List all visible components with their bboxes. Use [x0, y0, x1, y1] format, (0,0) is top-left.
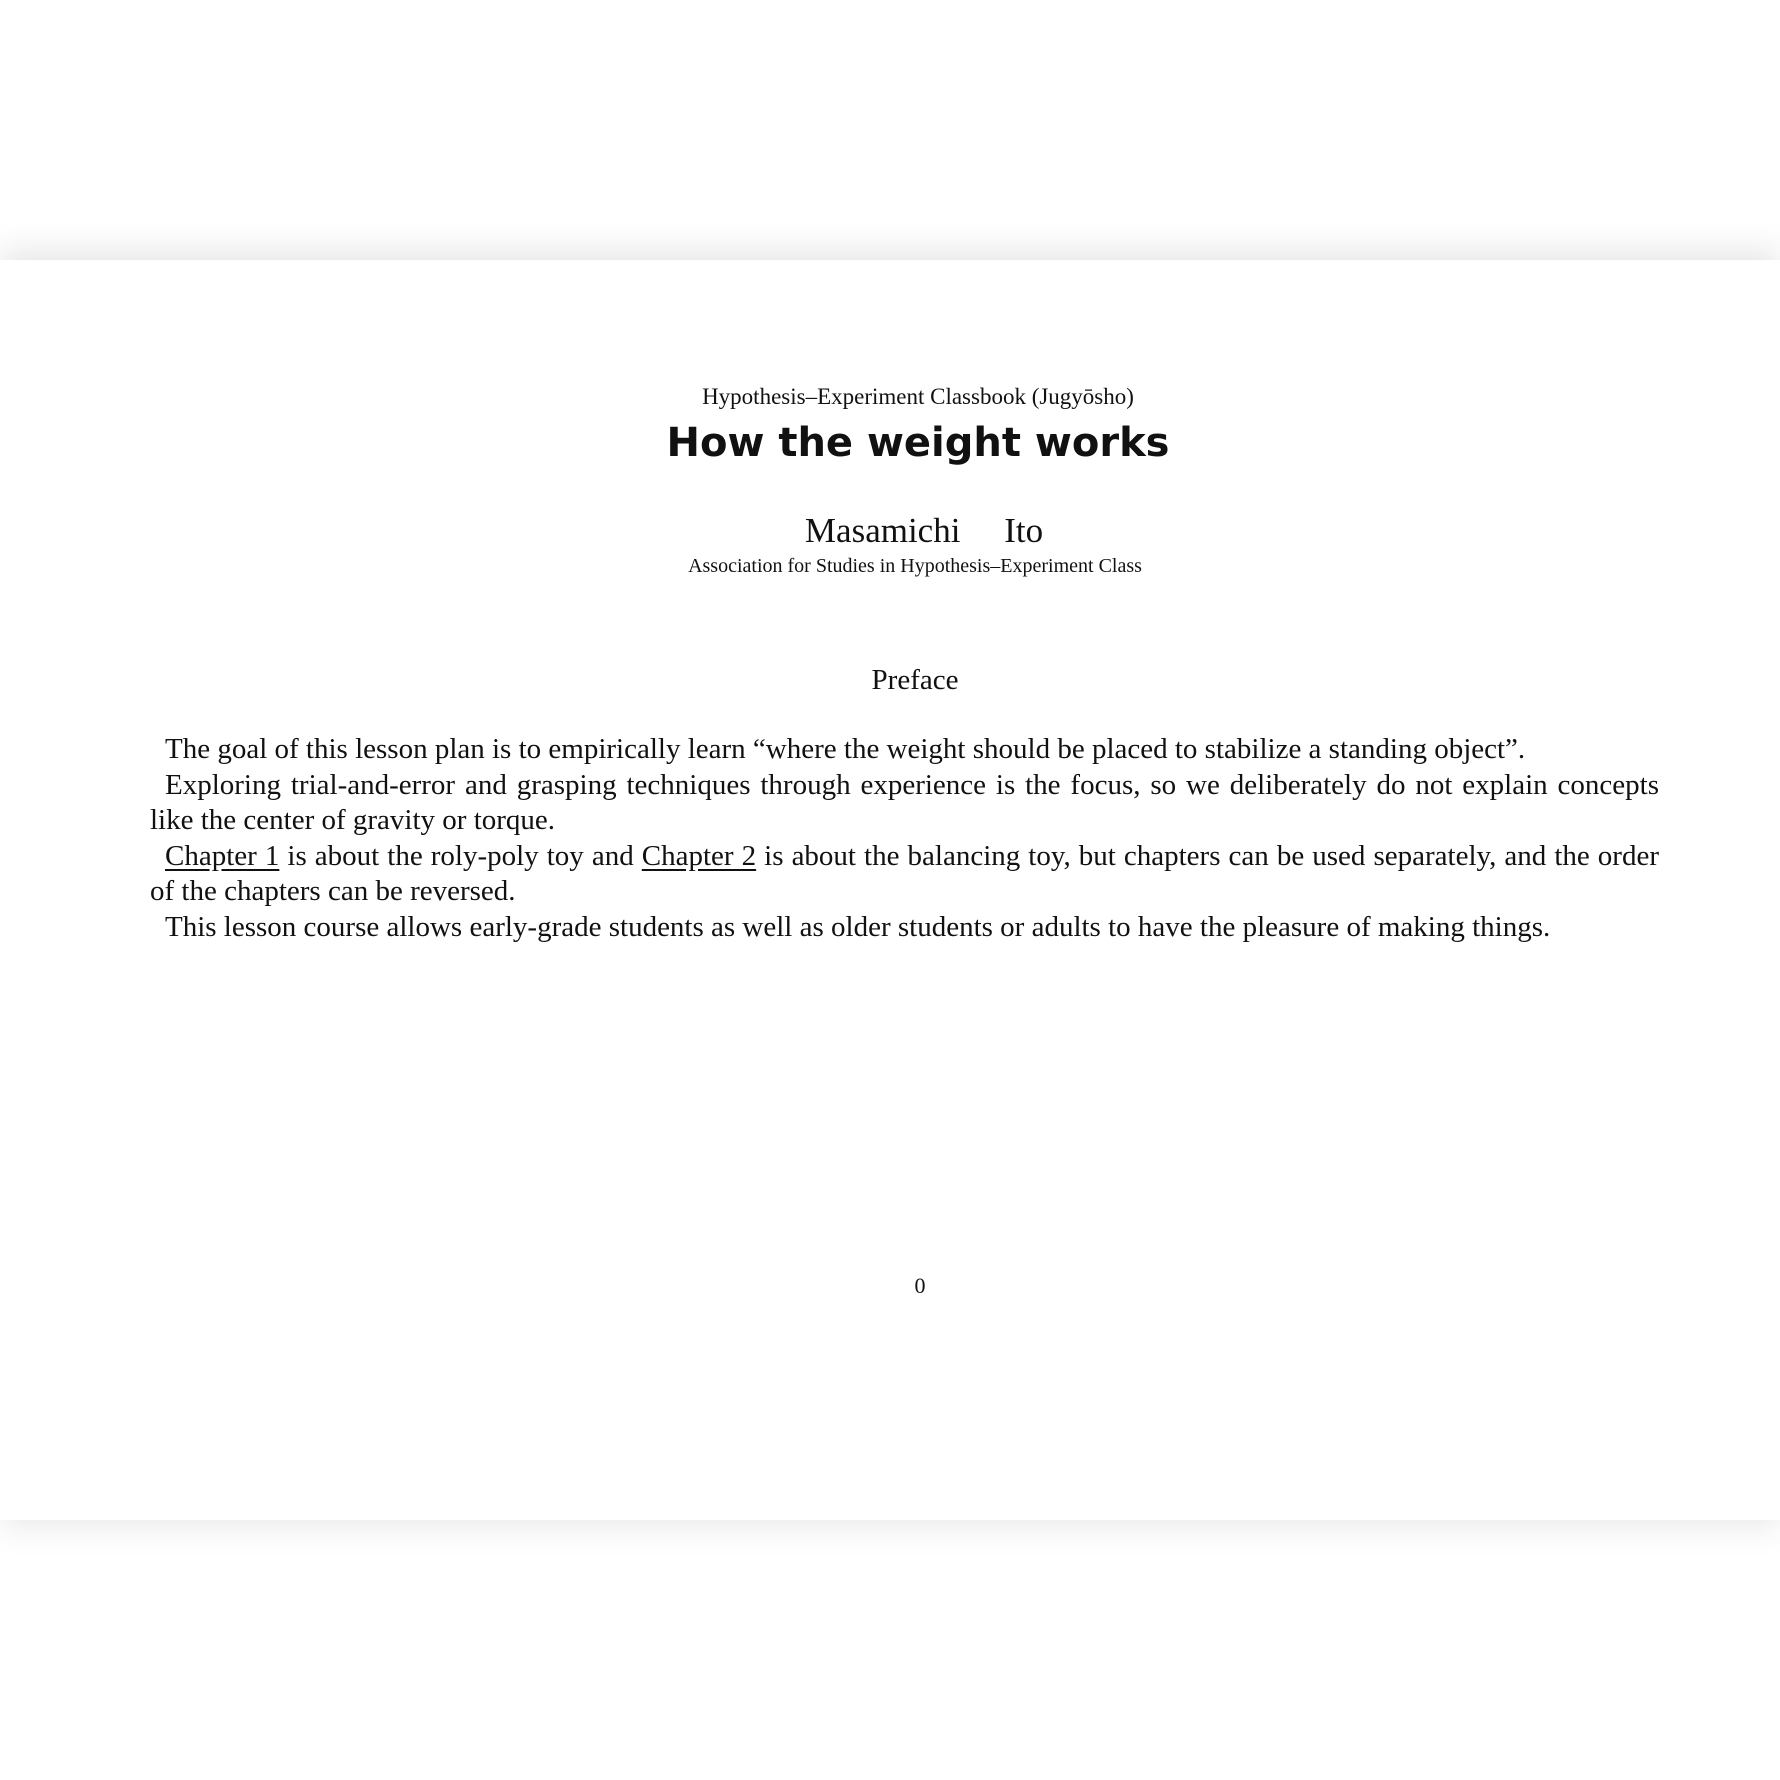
- author-affiliation: Association for Studies in Hypothesis–Experiment Class: [688, 555, 1142, 577]
- preface-paragraph-audience: This lesson course allows early-grade students as well as older students or adults to have the pleasure of making things.: [165, 910, 1551, 943]
- author-name: Masamichi Ito: [804, 511, 1044, 550]
- preface-paragraph-chapters: [150, 839, 1659, 910]
- document-page: [0, 260, 1780, 1520]
- section-heading: Preface: [871, 664, 959, 696]
- chapter-2-link[interactable]: Chapter 2: [641, 839, 757, 872]
- page-number: 0: [914, 1273, 926, 1298]
- preface-paragraph-goal: The goal of this lesson plan is to empirically learn “where the weight should be placed to stabilize a standing object”.: [165, 733, 1526, 765]
- chapter-1-link[interactable]: Chapter 1: [165, 839, 280, 872]
- chapter-text-2: is about the balancing toy, but chapters can be used separately, and the order of the chapters can be reversed.: [150, 839, 1659, 908]
- preface-paragraph-focus: Exploring trial-and-error and grasping techniques through experience is the focus, so we deliberately do not explain concepts like the center of gravity or torque.: [150, 768, 1659, 837]
- chapter-text-1: is about the roly-poly toy and: [279, 839, 642, 872]
- series-title: Hypothesis–Experiment Classbook (Jugyōsho): [702, 384, 1134, 409]
- document-title: How the weight works: [666, 420, 1170, 466]
- preface-body: [150, 732, 1659, 946]
